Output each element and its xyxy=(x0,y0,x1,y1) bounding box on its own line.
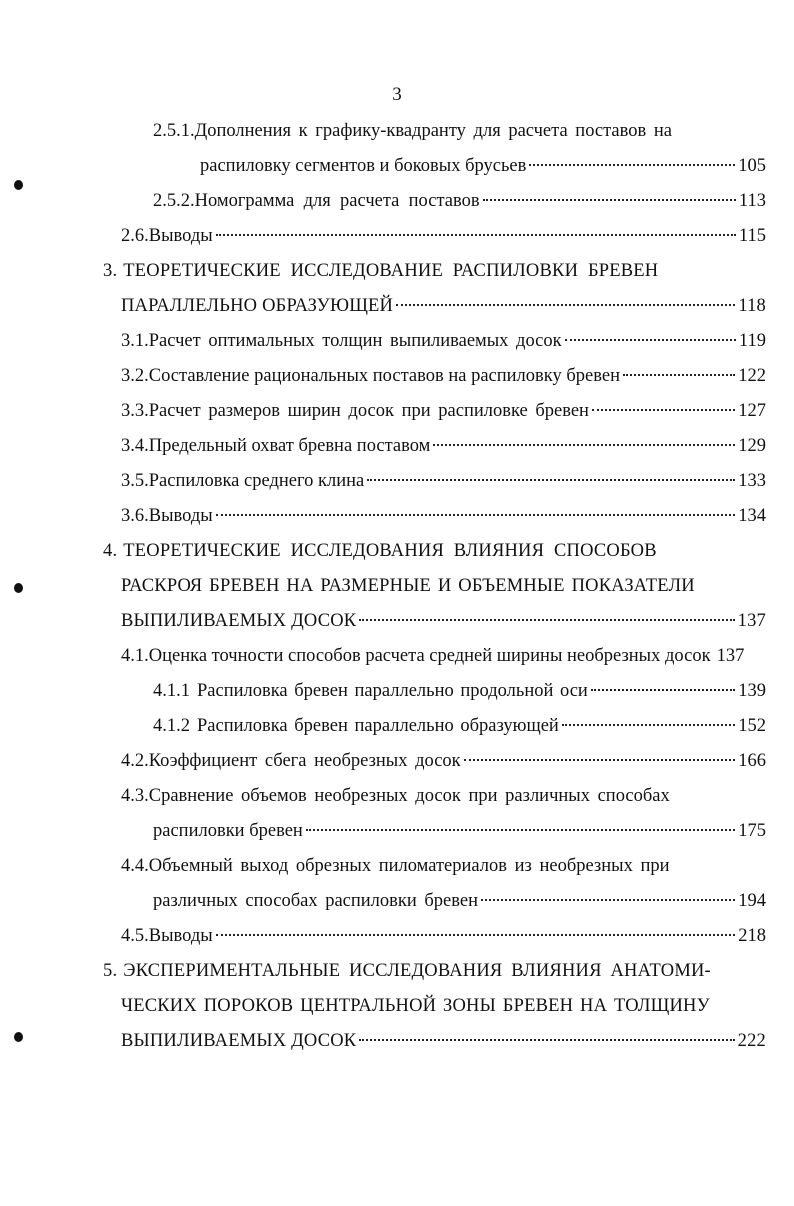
entry-title: Расчет размеров ширин досок при распиловке бревен xyxy=(148,401,589,421)
toc-entry xyxy=(121,503,766,529)
leader-dots xyxy=(562,724,735,726)
toc-entry xyxy=(121,643,766,669)
entry-number: 4.3. xyxy=(121,786,149,806)
toc-chapter-continuation xyxy=(121,993,766,1019)
leader-dots xyxy=(396,304,735,306)
toc-entry-continuation xyxy=(200,153,766,179)
entry-title: Сравнение объемов необрезных досок при различных способах xyxy=(148,786,670,806)
entry-page: 133 xyxy=(738,471,766,491)
entry-title: Выводы xyxy=(148,506,213,526)
toc-entry xyxy=(153,118,698,144)
entry-number: 3.2. xyxy=(121,366,149,386)
toc-entry-continuation xyxy=(153,888,766,914)
entry-title: Предельный охват бревна поставом xyxy=(148,436,431,456)
entry-title: ТЕОРЕТИЧЕСКИЕ ИССЛЕДОВАНИЯ ВЛИЯНИЯ СПОСОБОВ xyxy=(123,541,657,561)
entry-page: 166 xyxy=(738,751,766,771)
toc-entry xyxy=(121,223,766,249)
leader-dots xyxy=(481,899,735,901)
toc-entry xyxy=(121,783,766,809)
entry-page: 194 xyxy=(738,891,766,911)
entry-page: 134 xyxy=(738,506,766,526)
binder-hole-mark xyxy=(14,1032,23,1042)
leader-dots xyxy=(216,234,736,236)
toc-entry xyxy=(121,468,766,494)
entry-title: ТЕОРЕТИЧЕСКИЕ ИССЛЕДОВАНИЕ РАСПИЛОВКИ БРЕВЕН xyxy=(123,261,659,281)
leader-dots xyxy=(591,689,735,691)
leader-dots xyxy=(216,934,736,936)
binder-hole-mark xyxy=(14,180,23,190)
toc-chapter-continuation xyxy=(121,573,766,599)
entry-page: 115 xyxy=(738,226,766,246)
entry-title: РАСКРОЯ БРЕВЕН НА РАЗМЕРНЫЕ И ОБЪЕМНЫЕ ПОКАЗАТЕЛИ xyxy=(121,576,695,596)
entry-page: 218 xyxy=(738,926,766,946)
entry-page: 175 xyxy=(738,821,766,841)
entry-title: Оценка точности способов расчета средней ширины необрезных досок xyxy=(148,646,711,666)
entry-number: 4.1.1 xyxy=(153,681,190,701)
entry-page: 152 xyxy=(738,716,766,736)
entry-title: различных способах распиловки бревен xyxy=(153,891,479,911)
entry-number: 2.6. xyxy=(121,226,149,246)
entry-number: 5. xyxy=(103,961,118,981)
leader-dots xyxy=(464,759,736,761)
entry-number: 3.6. xyxy=(121,506,149,526)
toc-entry-continuation xyxy=(153,818,766,844)
leader-dots xyxy=(359,1039,734,1041)
entry-title: Коэффициент сбега необрезных досок xyxy=(148,751,461,771)
page-number: 3 xyxy=(392,84,402,105)
entry-title: Распиловка среднего клина xyxy=(148,471,365,491)
leader-dots xyxy=(216,514,736,516)
entry-title: распиловки бревен xyxy=(153,821,303,841)
toc-chapter xyxy=(103,258,766,284)
toc-entry xyxy=(121,923,766,949)
entry-number: 3.1. xyxy=(121,331,149,351)
entry-title: ЧЕСКИХ ПОРОКОВ ЦЕНТРАЛЬНОЙ ЗОНЫ БРЕВЕН НА ТОЛЩИНУ xyxy=(121,996,710,1016)
binder-hole-mark xyxy=(14,583,23,593)
toc-entry xyxy=(121,433,766,459)
leader-dots xyxy=(565,339,736,341)
entry-number: 2.5.2. xyxy=(153,191,195,211)
toc-entry xyxy=(153,678,766,704)
entry-number: 2.5.1. xyxy=(153,121,195,141)
entry-page: 119 xyxy=(738,331,766,351)
toc-chapter-continuation xyxy=(121,608,766,634)
entry-page: 139 xyxy=(738,681,766,701)
entry-title: Составление рациональных поставов на распиловку бревен xyxy=(148,366,620,386)
leader-dots xyxy=(592,409,735,411)
toc-chapter xyxy=(103,538,766,564)
entry-page: 137 xyxy=(737,611,766,631)
toc-chapter-continuation xyxy=(121,1028,766,1054)
toc-entry xyxy=(121,328,766,354)
entry-number: 4.1. xyxy=(121,646,149,666)
leader-dots xyxy=(367,479,735,481)
entry-title: Расчет оптимальных толщин выпиливаемых досок xyxy=(148,331,562,351)
leader-dots xyxy=(306,829,735,831)
entry-title: ВЫПИЛИВАЕМЫХ ДОСОК xyxy=(121,1031,357,1051)
leader-dots xyxy=(359,619,734,621)
entry-page: 129 xyxy=(738,436,766,456)
entry-number: 4.1.2 xyxy=(153,716,190,736)
toc-entry xyxy=(121,398,766,424)
entry-page: 118 xyxy=(738,296,766,316)
leader-dots xyxy=(433,444,735,446)
entry-page: 105 xyxy=(738,156,766,176)
entry-number: 3.3. xyxy=(121,401,149,421)
entry-title: Выводы xyxy=(148,226,213,246)
entry-page: 222 xyxy=(737,1031,766,1051)
entry-title: Дополнения к графику-квадранту для расчета поставов на xyxy=(194,121,672,141)
toc-entry xyxy=(121,853,766,879)
leader-dots xyxy=(623,374,735,376)
entry-page: 113 xyxy=(738,191,766,211)
entry-number: 3.5. xyxy=(121,471,149,491)
toc-chapter-continuation xyxy=(121,293,766,319)
entry-title: ВЫПИЛИВАЕМЫХ ДОСОК xyxy=(121,611,357,631)
entry-number: 4. xyxy=(103,541,118,561)
entry-page: 127 xyxy=(738,401,766,421)
entry-number: 4.5. xyxy=(121,926,149,946)
entry-title: Выводы xyxy=(148,926,213,946)
entry-page: 137 xyxy=(716,646,745,666)
entry-title: Распиловка бревен параллельно образующей xyxy=(197,716,559,736)
entry-title: ПАРАЛЛЕЛЬНО ОБРАЗУЮЩЕЙ xyxy=(121,296,394,316)
toc-entry xyxy=(121,748,766,774)
entry-number: 4.4. xyxy=(121,856,149,876)
entry-number: 4.2. xyxy=(121,751,149,771)
entry-number: 3. xyxy=(103,261,118,281)
entry-page: 122 xyxy=(738,366,766,386)
toc-entry xyxy=(153,713,766,739)
entry-title: Объемный выход обрезных пиломатериалов из необрезных при xyxy=(148,856,670,876)
leader-dots xyxy=(529,164,735,166)
toc-entry xyxy=(153,188,766,214)
entry-title: распиловку сегментов и боковых брусьев xyxy=(200,156,527,176)
entry-title: ЭКСПЕРИМЕНТАЛЬНЫЕ ИССЛЕДОВАНИЯ ВЛИЯНИЯ АНАТОМИ- xyxy=(123,961,711,981)
toc-chapter xyxy=(103,958,766,984)
entry-title: Распиловка бревен параллельно продольной оси xyxy=(197,681,588,701)
toc-entry xyxy=(121,363,766,389)
entry-title: Номограмма для расчета поставов xyxy=(194,191,480,211)
leader-dots xyxy=(483,199,736,201)
entry-number: 3.4. xyxy=(121,436,149,456)
